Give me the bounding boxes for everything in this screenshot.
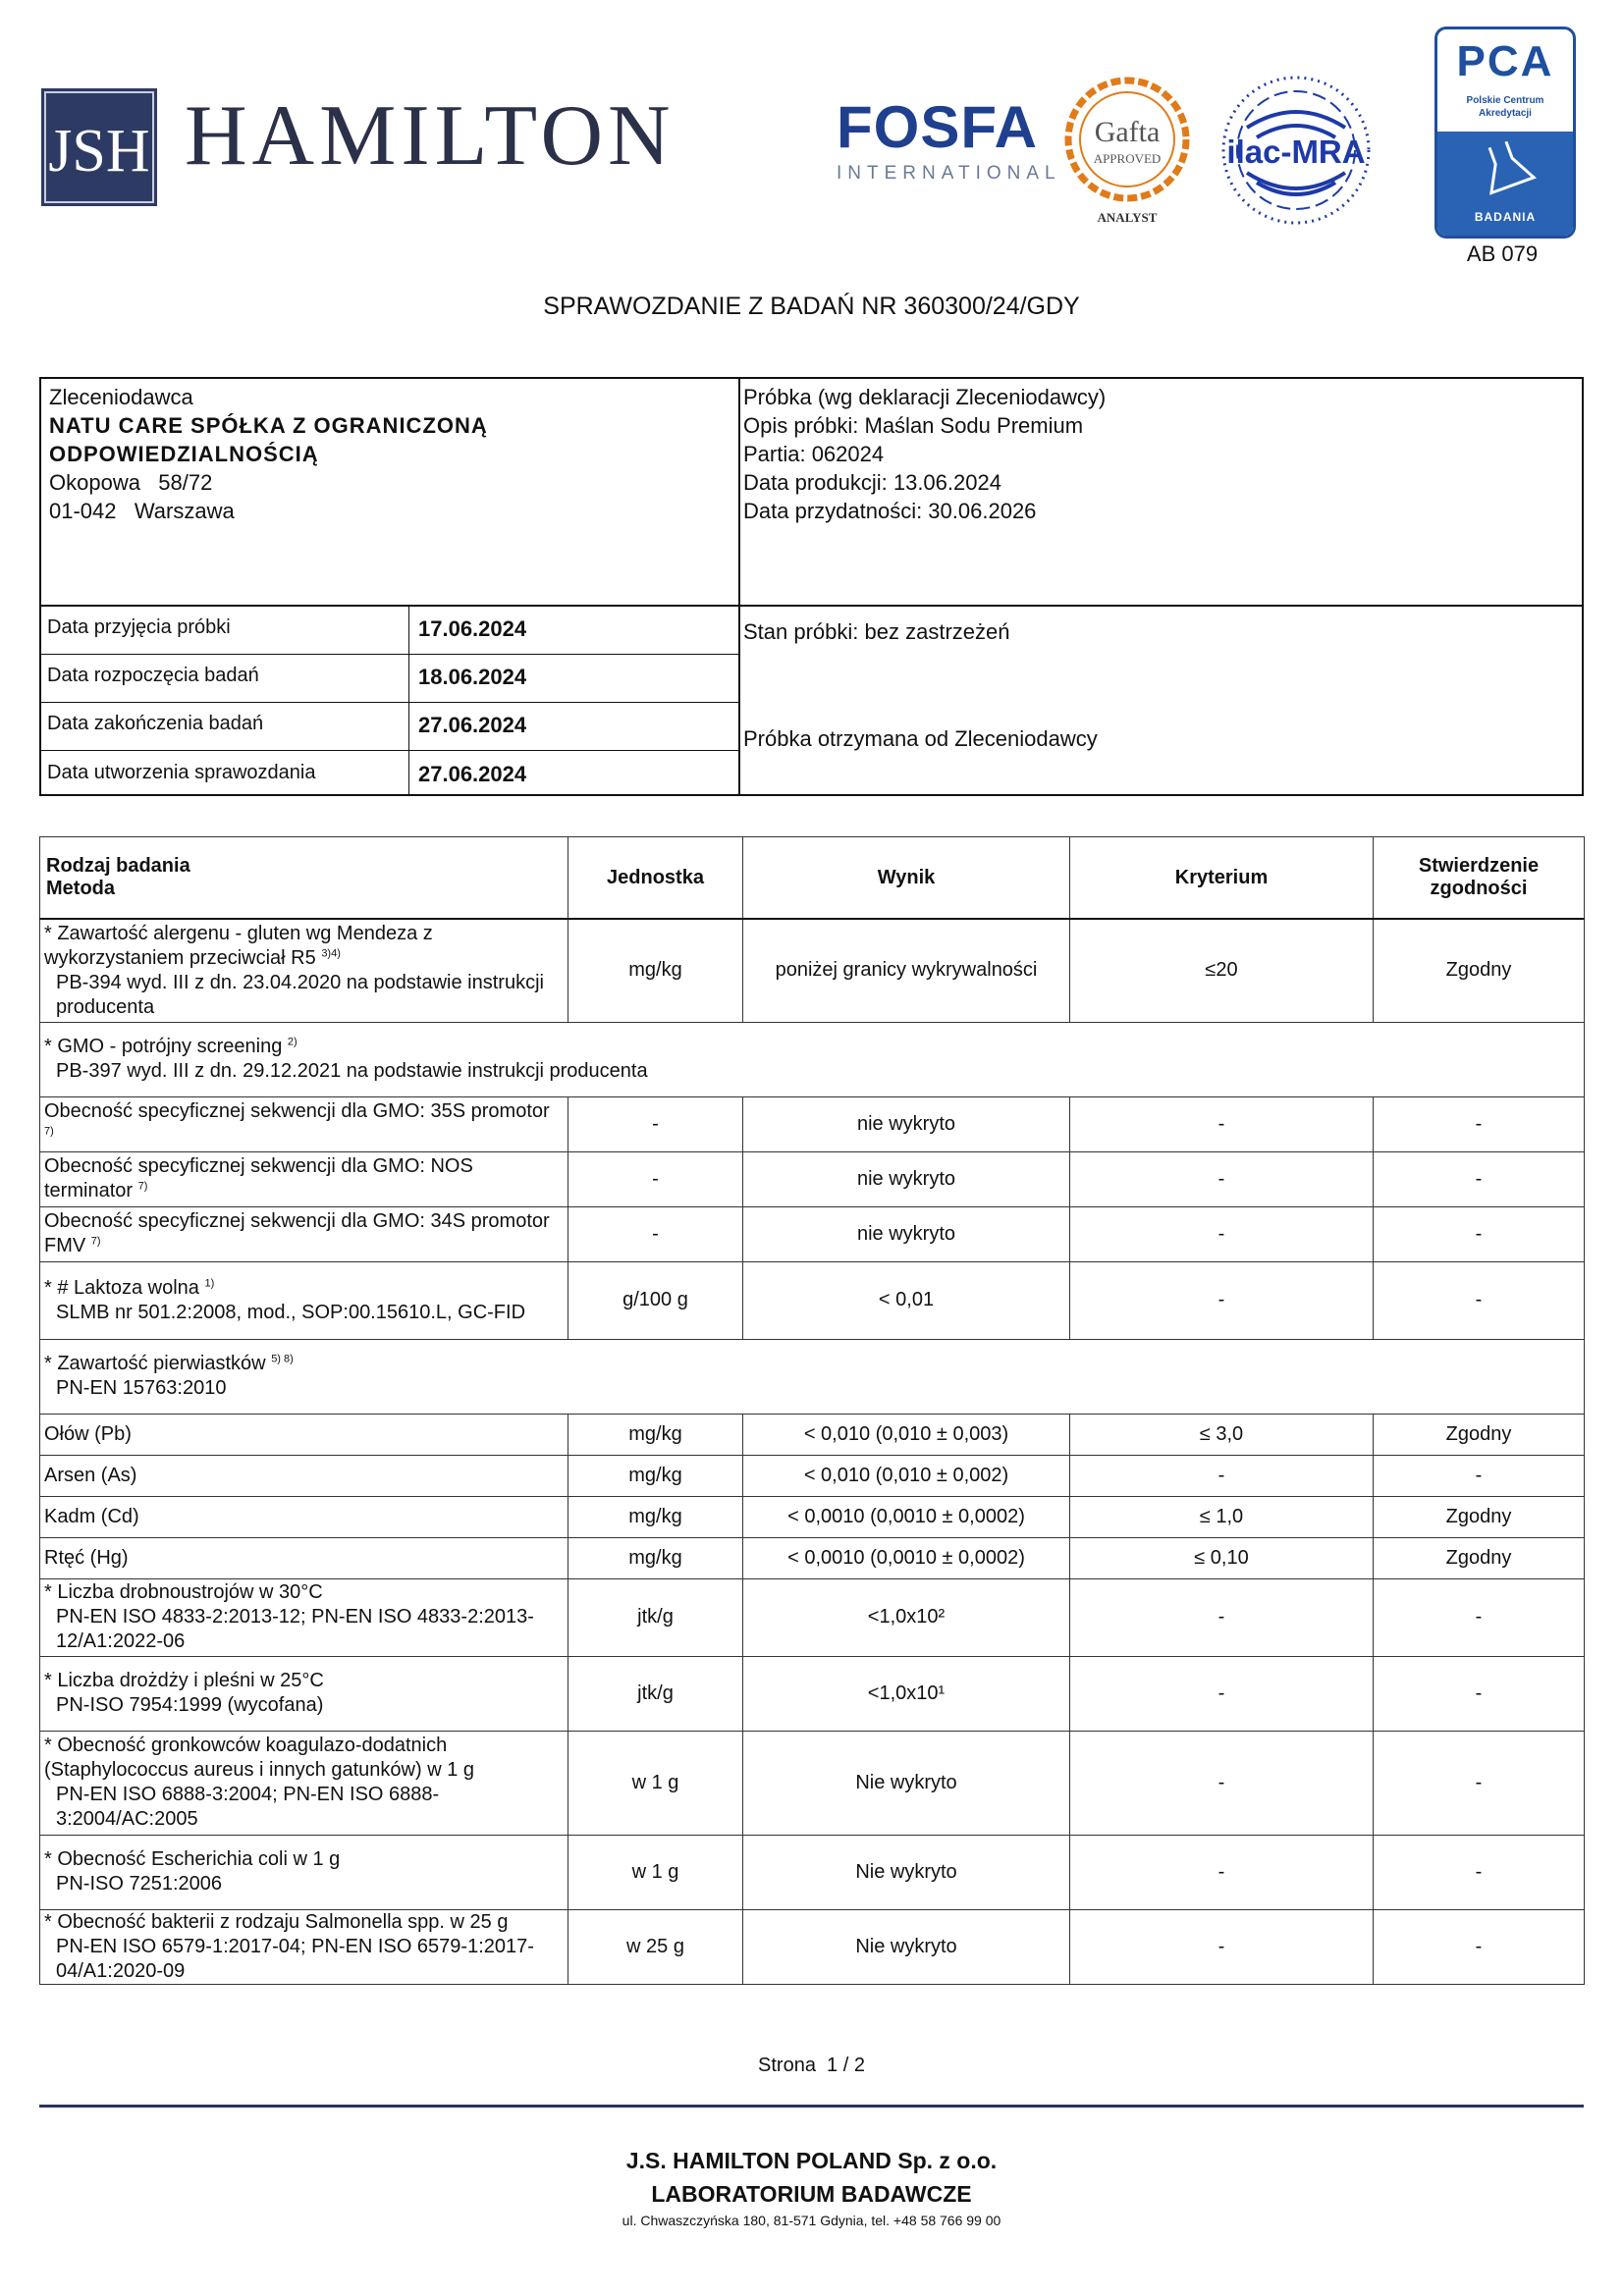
date-value: 17.06.2024 [418, 616, 527, 641]
jsh-monogram-logo [41, 88, 157, 206]
pca-title: PCA [1456, 37, 1554, 85]
gafta-approved: APPROVED [1093, 151, 1162, 166]
cell-unit: w 1 g [568, 1835, 743, 1909]
fosfa-logo [837, 94, 1061, 185]
test-method: PB-397 wyd. III z dn. 29.12.2021 na podstawie instrukcji producenta [56, 1060, 648, 1082]
client-street: Okopowa 58/72 [49, 470, 213, 495]
cell-test-name [40, 1261, 568, 1339]
test-name: * Zawartość alergenu - gluten wg Mendeza z wykorzystaniem przeciwciał R5 [44, 922, 433, 969]
accreditation-number: AB 079 [1466, 241, 1539, 266]
table-row [40, 1022, 1585, 1096]
cell-conformity: - [1374, 1578, 1585, 1656]
cell-test-name [40, 1151, 568, 1206]
sample-block [743, 383, 1106, 525]
client-name-line1: NATU CARE SPÓŁKA Z OGRANICZONĄ [49, 413, 488, 438]
gafta-logo [1058, 71, 1196, 228]
col-header-type [40, 837, 568, 920]
cell-unit: - [568, 1151, 743, 1206]
cell-conformity: - [1374, 1206, 1585, 1261]
box-horizontal-divider [41, 605, 1582, 607]
test-name: Rtęć (Hg) [44, 1546, 129, 1569]
cell-unit: jtk/g [568, 1578, 743, 1656]
date-label: Data zakończenia badań [47, 713, 264, 734]
table-row [40, 1537, 1585, 1578]
footer-address: ul. Chwaszczyńska 180, 81-571 Gdynia, tel. +48 58 766 99 00 [622, 2213, 1001, 2228]
test-method: PN-EN ISO 4833-2:2013-12; PN-EN ISO 4833-2:2013-12/A1:2022-06 [56, 1606, 534, 1652]
test-name: Obecność specyficznej sekwencji dla GMO: 35S promotor [44, 1100, 550, 1122]
test-method: PN-ISO 7954:1999 (wycofana) [56, 1694, 324, 1716]
test-name: Kadm (Cd) [44, 1505, 139, 1527]
test-name: Ołów (Pb) [44, 1422, 132, 1445]
test-name: * Obecność bakterii z rodzaju Salmonella spp. w 25 g [44, 1910, 509, 1933]
gafta-name: Gafta [1094, 116, 1161, 148]
fosfa-main-text: FOSFA [837, 94, 1039, 160]
cell-unit: mg/kg [568, 1455, 743, 1496]
cell-conformity: - [1374, 1096, 1585, 1151]
cell-unit: mg/kg [568, 1414, 743, 1455]
test-name: * Obecność gronkowców koagulazo-dodatnich (Staphylococcus aureus i innych gatunków) w 1 g [44, 1735, 475, 1781]
col-header-result: Wynik [743, 837, 1070, 920]
table-row [40, 1206, 1585, 1261]
table-row [40, 1339, 1585, 1414]
cell-criterion: - [1070, 1096, 1374, 1151]
col-header-conformity [1374, 837, 1585, 920]
footer-lab: LABORATORIUM BADAWCZE [651, 2181, 972, 2207]
cell-unit: jtk/g [568, 1656, 743, 1731]
cell-unit: w 25 g [568, 1909, 743, 1984]
sample-production-date: Data produkcji: 13.06.2024 [743, 470, 1001, 495]
client-city: 01-042 Warszawa [49, 499, 235, 523]
footer-divider [39, 2105, 1584, 2108]
footnote-ref: 7) [137, 1180, 148, 1193]
col-header-unit: Jednostka [568, 837, 743, 920]
cell-criterion: - [1070, 1261, 1374, 1339]
footer-company: J.S. HAMILTON POLAND Sp. z o.o. [625, 2148, 998, 2173]
test-method: PN-EN ISO 6888-3:2004; PN-EN ISO 6888-3:2004/AC:2005 [56, 1784, 440, 1830]
flask-icon [1437, 132, 1573, 200]
cell-conformity: - [1374, 1261, 1585, 1339]
cell-criterion: ≤ 0,10 [1070, 1537, 1374, 1578]
cell-result: Nie wykryto [743, 1835, 1070, 1909]
table-row [40, 1096, 1585, 1151]
table-row [40, 1414, 1585, 1455]
cell-test-name [40, 1578, 568, 1656]
cell-result: <1,0x10¹ [743, 1656, 1070, 1731]
date-label: Data przyjęcia próbki [47, 616, 231, 638]
cell-criterion: - [1070, 1151, 1374, 1206]
cell-unit: w 1 g [568, 1731, 743, 1835]
cell-test-name [40, 1909, 568, 1984]
svg-text:JSH: JSH [48, 118, 150, 185]
sample-batch: Partia: 062024 [743, 442, 885, 466]
cell-result: Nie wykryto [743, 1731, 1070, 1835]
pca-badania: BADANIA [1474, 210, 1537, 224]
table-header-row [40, 837, 1585, 920]
table-row [40, 1909, 1585, 1984]
sample-heading: Próbka (wg deklaracji Zleceniodawcy) [743, 385, 1107, 409]
test-name: Obecność specyficznej sekwencji dla GMO: NOS terminator [44, 1155, 473, 1201]
client-heading: Zleceniodawca [49, 385, 193, 409]
test-name: Obecność specyficznej sekwencji dla GMO: 34S promotor FMV [44, 1210, 550, 1256]
date-row-divider [41, 750, 738, 751]
cell-result: < 0,0010 (0,0010 ± 0,0002) [743, 1537, 1070, 1578]
table-row [40, 1261, 1585, 1339]
cell-conformity: - [1374, 1656, 1585, 1731]
box-vertical-divider [738, 379, 740, 794]
footnote-ref: 1) [204, 1276, 215, 1289]
results-table [39, 836, 1585, 1985]
sample-received: Próbka otrzymana od Zleceniodawcy [743, 726, 1098, 751]
cell-unit: mg/kg [568, 919, 743, 1022]
cell-criterion: - [1070, 1206, 1374, 1261]
cell-test-name [40, 1339, 1585, 1414]
cell-result: nie wykryto [743, 1096, 1070, 1151]
pca-blue-panel [1437, 132, 1573, 236]
cell-conformity: Zgodny [1374, 1414, 1585, 1455]
table-row [40, 1578, 1585, 1656]
cell-conformity: Zgodny [1374, 1537, 1585, 1578]
test-name: * Liczba drobnoustrojów w 30°C [44, 1581, 323, 1603]
date-label: Data rozpoczęcia badań [47, 665, 259, 686]
footnote-ref: 7) [44, 1125, 54, 1138]
cell-test-name [40, 1414, 568, 1455]
footnote-ref: 2) [287, 1036, 298, 1048]
date-value: 27.06.2024 [418, 762, 527, 786]
pca-sub-line1: Polskie Centrum [1466, 95, 1544, 106]
ilac-text: ilac-MRA [1226, 133, 1366, 170]
pca-accreditation-logo [1434, 27, 1576, 239]
date-row-divider [41, 702, 738, 703]
test-method: PN-EN 15763:2010 [56, 1377, 227, 1399]
col-header-type-line2: Metoda [46, 878, 115, 899]
date-value: 27.06.2024 [418, 713, 527, 737]
date-label: Data utworzenia sprawozdania [47, 762, 316, 783]
test-name: Arsen (As) [44, 1464, 137, 1486]
cell-criterion: ≤ 1,0 [1070, 1496, 1374, 1537]
footnote-ref: 5) 8) [271, 1353, 294, 1365]
cell-unit: g/100 g [568, 1261, 743, 1339]
cell-conformity: - [1374, 1151, 1585, 1206]
cell-conformity: - [1374, 1835, 1585, 1909]
table-row [40, 1656, 1585, 1731]
client-name-line2: ODPOWIEDZIALNOŚCIĄ [49, 442, 319, 466]
cell-conformity: - [1374, 1909, 1585, 1984]
cell-result: < 0,01 [743, 1261, 1070, 1339]
cell-criterion: - [1070, 1578, 1374, 1656]
cell-criterion: - [1070, 1455, 1374, 1496]
cell-result: < 0,010 (0,010 ± 0,002) [743, 1455, 1070, 1496]
cell-unit: mg/kg [568, 1496, 743, 1537]
cell-test-name [40, 1656, 568, 1731]
cell-result: nie wykryto [743, 1151, 1070, 1206]
table-row [40, 1731, 1585, 1835]
cell-result: Nie wykryto [743, 1909, 1070, 1984]
fosfa-sub-text: INTERNATIONAL [837, 163, 1061, 184]
cell-criterion: - [1070, 1731, 1374, 1835]
sample-description: Opis próbki: Maślan Sodu Premium [743, 413, 1084, 438]
footnote-ref: 3)4) [321, 947, 341, 960]
gafta-analyst: ANALYST [1097, 210, 1158, 225]
table-row [40, 1496, 1585, 1537]
footnote-ref: 7) [90, 1235, 101, 1248]
test-name: * # Laktoza wolna [44, 1276, 199, 1299]
cell-test-name [40, 1206, 568, 1261]
ilac-mra-logo [1217, 67, 1375, 234]
cell-test-name [40, 1096, 568, 1151]
table-row [40, 919, 1585, 1022]
cell-test-name [40, 1022, 1585, 1096]
cell-criterion: - [1070, 1656, 1374, 1731]
cell-criterion: ≤20 [1070, 919, 1374, 1022]
cell-result: <1,0x10² [743, 1578, 1070, 1656]
brand-name: HAMILTON [185, 88, 676, 184]
cell-criterion: - [1070, 1909, 1374, 1984]
cell-conformity: - [1374, 1455, 1585, 1496]
test-name: * Obecność Escherichia coli w 1 g [44, 1848, 341, 1870]
table-row [40, 1455, 1585, 1496]
date-row-divider [41, 654, 738, 655]
col-header-criterion: Kryterium [1070, 837, 1374, 920]
cell-result: poniżej granicy wykrywalności [743, 919, 1070, 1022]
cell-conformity: Zgodny [1374, 1496, 1585, 1537]
test-name: * Zawartość pierwiastków [44, 1353, 266, 1374]
cell-conformity: Zgodny [1374, 919, 1585, 1022]
sample-expiry-date: Data przydatności: 30.06.2026 [743, 499, 1037, 523]
test-method: PN-ISO 7251:2006 [56, 1873, 222, 1895]
sample-state: Stan próbki: bez zastrzeżeń [743, 619, 1010, 644]
test-method: SLMB nr 501.2:2008, mod., SOP:00.15610.L, GC-FID [56, 1301, 526, 1323]
cell-unit: - [568, 1206, 743, 1261]
report-title: SPRAWOZDANIE Z BADAŃ NR 360300/24/GDY [543, 293, 1080, 320]
col-header-conf-line2: zgodności [1430, 878, 1528, 899]
cell-test-name [40, 1496, 568, 1537]
col-header-conf-line1: Stwierdzenie [1418, 855, 1540, 877]
cell-result: nie wykryto [743, 1206, 1070, 1261]
test-name: * GMO - potrójny screening [44, 1036, 283, 1057]
pca-sub-line2: Akredytacji [1479, 108, 1532, 119]
cell-conformity: - [1374, 1731, 1585, 1835]
cell-result: < 0,0010 (0,0010 ± 0,0002) [743, 1496, 1070, 1537]
cell-test-name [40, 1455, 568, 1496]
date-col-divider [408, 605, 409, 796]
cell-test-name [40, 1835, 568, 1909]
cell-criterion: - [1070, 1835, 1374, 1909]
test-method: PB-394 wyd. III z dn. 23.04.2020 na podstawie instrukcji producenta [56, 971, 544, 1018]
cell-unit: mg/kg [568, 1537, 743, 1578]
test-method: PN-EN ISO 6579-1:2017-04; PN-EN ISO 6579-1:2017-04/A1:2020-09 [56, 1935, 534, 1982]
col-header-type-line1: Rodzaj badania [46, 855, 190, 877]
cell-result: < 0,010 (0,010 ± 0,003) [743, 1414, 1070, 1455]
cell-test-name [40, 919, 568, 1022]
test-name: * Liczba drożdży i pleśni w 25°C [44, 1670, 324, 1691]
page-number: Strona 1 / 2 [758, 2055, 865, 2076]
cell-criterion: ≤ 3,0 [1070, 1414, 1374, 1455]
pca-subtitle [1437, 94, 1573, 120]
table-row [40, 1151, 1585, 1206]
cell-unit: - [568, 1096, 743, 1151]
client-block [49, 383, 488, 525]
cell-test-name [40, 1537, 568, 1578]
date-value: 18.06.2024 [418, 665, 527, 689]
table-row [40, 1835, 1585, 1909]
cell-test-name [40, 1731, 568, 1835]
